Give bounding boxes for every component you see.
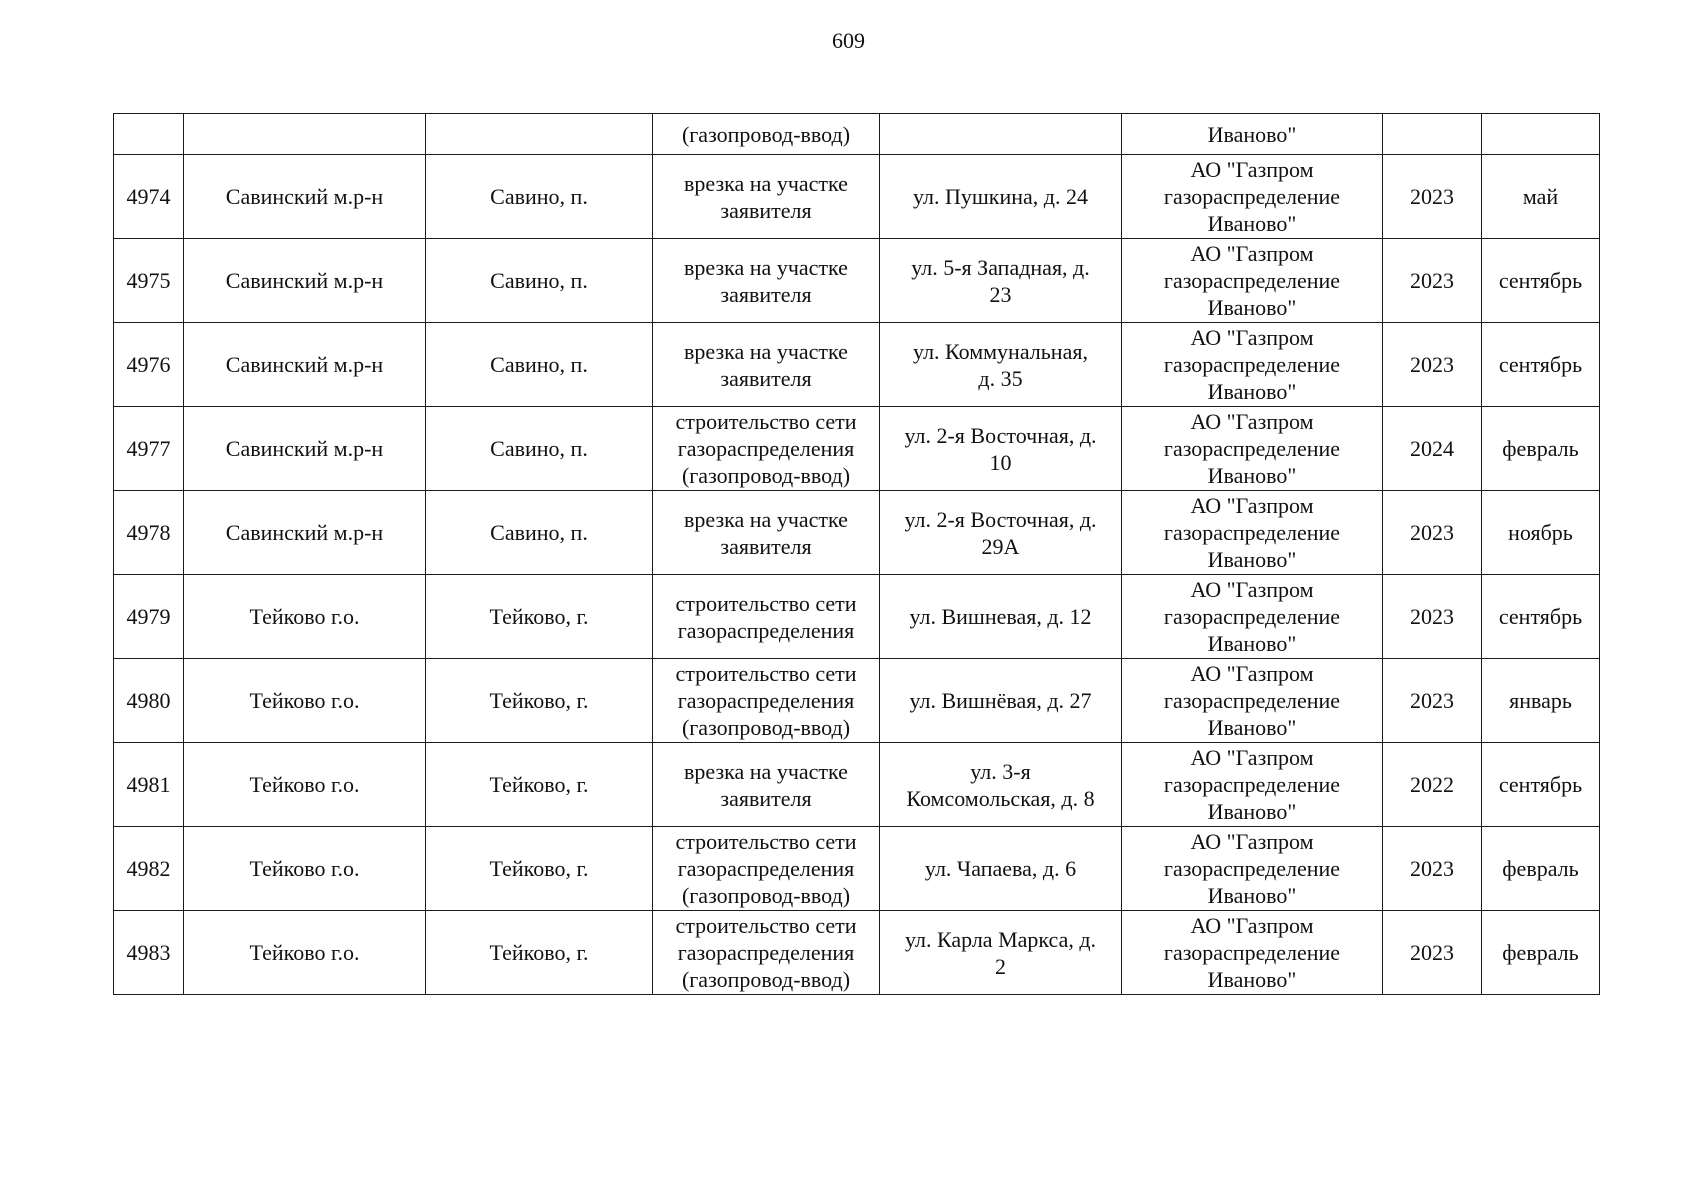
address-cell: ул. 2-я Восточная, д. 10 (880, 407, 1122, 491)
district-cell: Савинский м.р-н (184, 407, 426, 491)
district-cell: Тейково г.о. (184, 911, 426, 995)
row-number-cell: 4975 (114, 239, 184, 323)
work-type-cell: строительство сети газораспределения (газопровод-ввод) (653, 827, 880, 911)
address-cell: ул. Коммунальная, д. 35 (880, 323, 1122, 407)
organization-cell: АО "Газпром газораспределение Иваново" (1122, 827, 1383, 911)
table-row (114, 407, 1600, 491)
year-cell: 2023 (1383, 827, 1482, 911)
district-cell: Савинский м.р-н (184, 239, 426, 323)
row-number-cell: 4980 (114, 659, 184, 743)
table-row (114, 827, 1600, 911)
work-type-cell: строительство сети газораспределения (газопровод-ввод) (653, 407, 880, 491)
year-cell: 2022 (1383, 743, 1482, 827)
month-cell: сентябрь (1482, 239, 1600, 323)
address-cell: ул. Вишнёвая, д. 27 (880, 659, 1122, 743)
row-number-cell: 4977 (114, 407, 184, 491)
address-cell: ул. 2-я Восточная, д. 29А (880, 491, 1122, 575)
month-cell: сентябрь (1482, 323, 1600, 407)
work-type-cell: врезка на участке заявителя (653, 239, 880, 323)
organization-cell: АО "Газпром газораспределение Иваново" (1122, 407, 1383, 491)
table-row (114, 743, 1600, 827)
organization-cell: АО "Газпром газораспределение Иваново" (1122, 575, 1383, 659)
table-row (114, 491, 1600, 575)
table-row (114, 911, 1600, 995)
continued-row (114, 114, 1600, 155)
address-cell (880, 114, 1122, 155)
settlement-cell: Тейково, г. (426, 911, 653, 995)
settlement-cell: Тейково, г. (426, 743, 653, 827)
district-cell: Савинский м.р-н (184, 491, 426, 575)
row-number-cell: 4982 (114, 827, 184, 911)
month-cell: февраль (1482, 911, 1600, 995)
district-cell: Тейково г.о. (184, 827, 426, 911)
organization-cell: АО "Газпром газораспределение Иваново" (1122, 743, 1383, 827)
district-cell: Савинский м.р-н (184, 323, 426, 407)
organization-cell: АО "Газпром газораспределение Иваново" (1122, 491, 1383, 575)
month-cell (1482, 114, 1600, 155)
page-number: 609 (832, 28, 865, 53)
year-cell: 2023 (1383, 323, 1482, 407)
organization-cell: АО "Газпром газораспределение Иваново" (1122, 659, 1383, 743)
organization-cell: АО "Газпром газораспределение Иваново" (1122, 239, 1383, 323)
district-cell: Тейково г.о. (184, 575, 426, 659)
organization-cell: АО "Газпром газораспределение Иваново" (1122, 323, 1383, 407)
district-cell: Савинский м.р-н (184, 155, 426, 239)
row-number-cell: 4979 (114, 575, 184, 659)
month-cell: февраль (1482, 407, 1600, 491)
organization-cell: АО "Газпром газораспределение Иваново" (1122, 155, 1383, 239)
month-cell: сентябрь (1482, 575, 1600, 659)
month-cell: май (1482, 155, 1600, 239)
year-cell: 2023 (1383, 911, 1482, 995)
settlement-cell: Савино, п. (426, 323, 653, 407)
district-cell (184, 114, 426, 155)
row-number-cell: 4976 (114, 323, 184, 407)
work-type-cell: врезка на участке заявителя (653, 323, 880, 407)
month-cell: февраль (1482, 827, 1600, 911)
settlement-cell (426, 114, 653, 155)
year-cell: 2023 (1383, 491, 1482, 575)
organization-cell: АО "Газпром газораспределение Иваново" (1122, 911, 1383, 995)
district-cell: Тейково г.о. (184, 659, 426, 743)
work-type-cell: строительство сети газораспределения (газопровод-ввод) (653, 911, 880, 995)
table-row (114, 575, 1600, 659)
gas-connection-table (113, 113, 1600, 995)
row-number-cell: 4978 (114, 491, 184, 575)
row-number-cell: 4983 (114, 911, 184, 995)
address-cell: ул. Чапаева, д. 6 (880, 827, 1122, 911)
address-cell: ул. Карла Маркса, д. 2 (880, 911, 1122, 995)
row-number-cell: 4981 (114, 743, 184, 827)
table-row (114, 239, 1600, 323)
settlement-cell: Савино, п. (426, 407, 653, 491)
settlement-cell: Тейково, г. (426, 659, 653, 743)
settlement-cell: Савино, п. (426, 155, 653, 239)
year-cell: 2023 (1383, 239, 1482, 323)
work-type-cell: строительство сети газораспределения (653, 575, 880, 659)
year-cell: 2023 (1383, 155, 1482, 239)
address-cell: ул. Пушкина, д. 24 (880, 155, 1122, 239)
settlement-cell: Савино, п. (426, 491, 653, 575)
work-type-cell: врезка на участке заявителя (653, 743, 880, 827)
table-row (114, 659, 1600, 743)
organization-cell: Иваново" (1122, 114, 1383, 155)
row-number-cell (114, 114, 184, 155)
year-cell: 2024 (1383, 407, 1482, 491)
table-row (114, 155, 1600, 239)
month-cell: сентябрь (1482, 743, 1600, 827)
month-cell: ноябрь (1482, 491, 1600, 575)
settlement-cell: Тейково, г. (426, 575, 653, 659)
year-cell: 2023 (1383, 575, 1482, 659)
address-cell: ул. 3-я Комсомольская, д. 8 (880, 743, 1122, 827)
work-type-cell: врезка на участке заявителя (653, 155, 880, 239)
work-type-cell: (газопровод-ввод) (653, 114, 880, 155)
work-type-cell: строительство сети газораспределения (газопровод-ввод) (653, 659, 880, 743)
work-type-cell: врезка на участке заявителя (653, 491, 880, 575)
address-cell: ул. 5-я Западная, д. 23 (880, 239, 1122, 323)
year-cell (1383, 114, 1482, 155)
settlement-cell: Тейково, г. (426, 827, 653, 911)
month-cell: январь (1482, 659, 1600, 743)
address-cell: ул. Вишневая, д. 12 (880, 575, 1122, 659)
table-row (114, 323, 1600, 407)
row-number-cell: 4974 (114, 155, 184, 239)
district-cell: Тейково г.о. (184, 743, 426, 827)
year-cell: 2023 (1383, 659, 1482, 743)
settlement-cell: Савино, п. (426, 239, 653, 323)
